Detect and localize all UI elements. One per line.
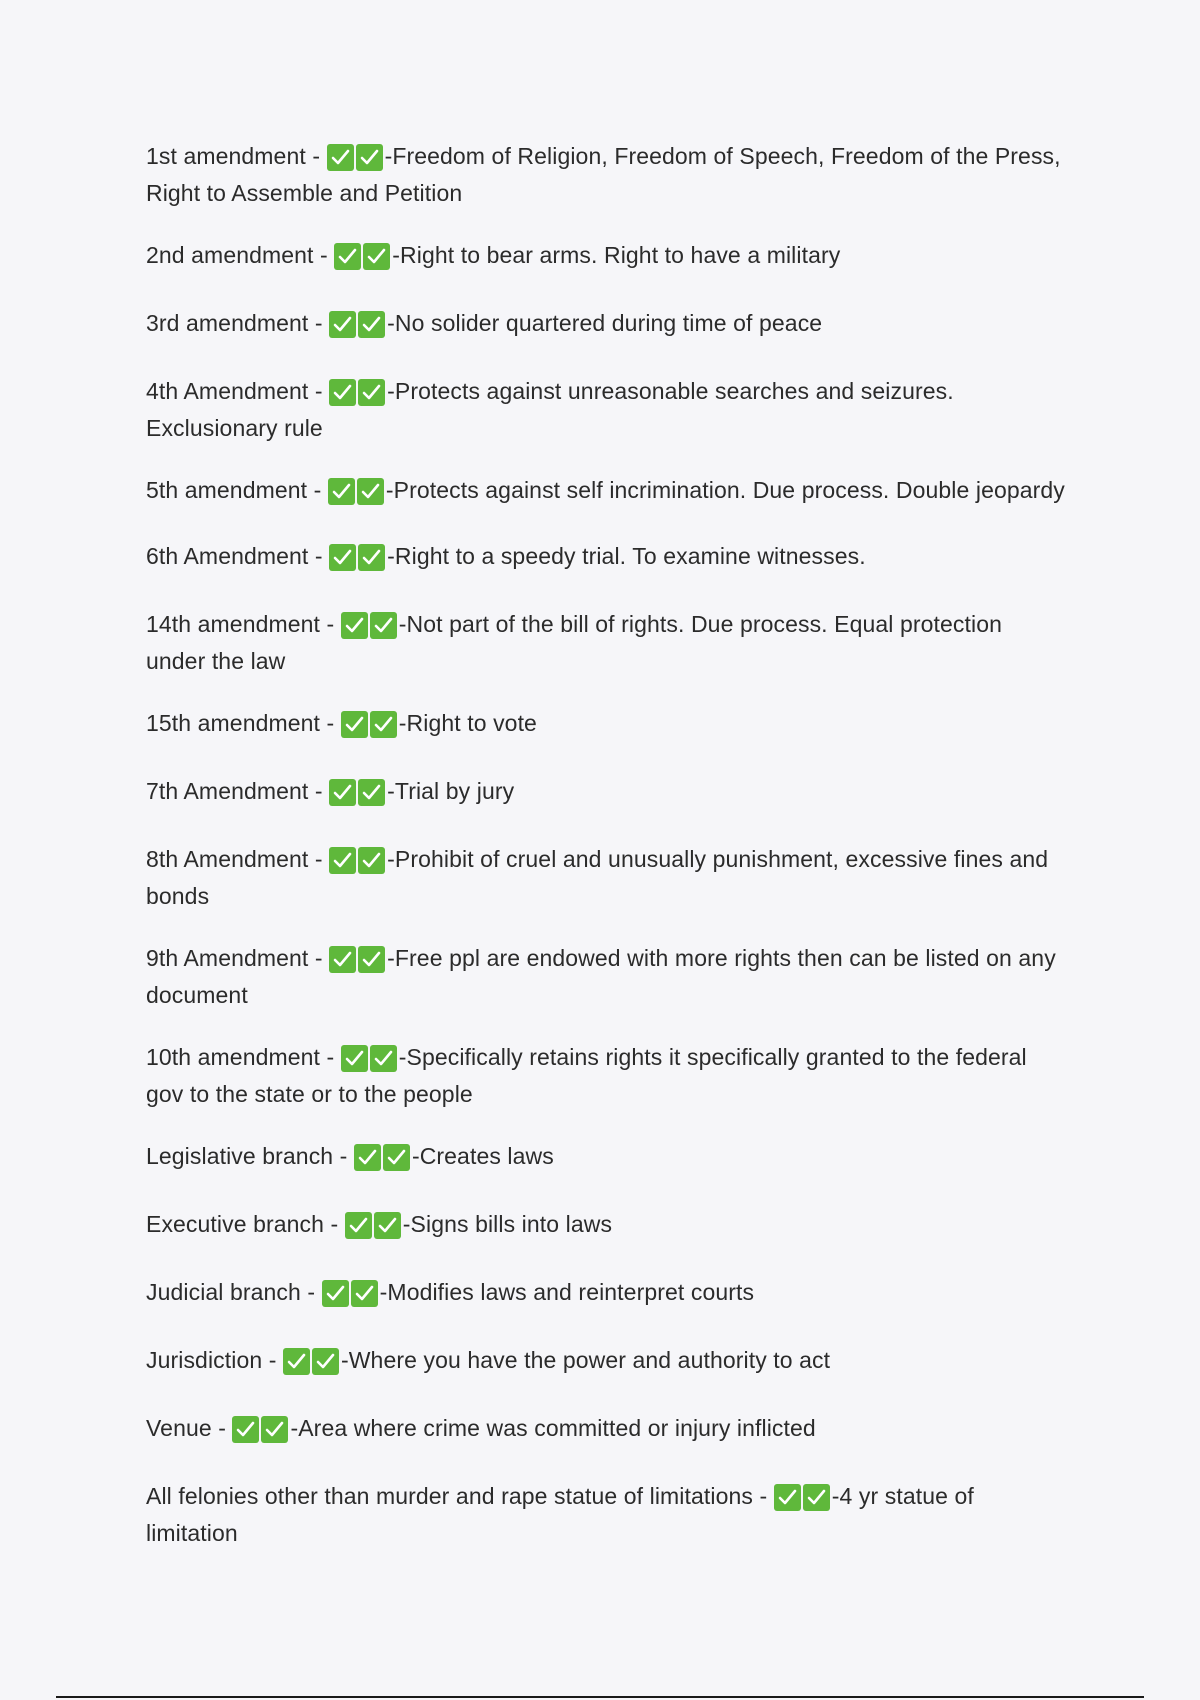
check-mark-icon [334,243,361,270]
check-pair [328,478,386,511]
entry-definition: -Right to a speedy trial. To examine witnesses. [387,543,866,569]
entry-term: 10th amendment - [146,1044,341,1070]
check-mark-icon [774,1484,801,1511]
entry-definition: -4 yr statue of limitation [146,1483,974,1546]
check-mark-icon [370,612,397,639]
list-item [146,239,1066,276]
list-item [146,1412,1066,1449]
check-pair [329,946,387,979]
check-pair [329,779,387,812]
check-mark-icon [358,544,385,571]
list-item [146,775,1066,812]
list-item [146,1480,1066,1550]
check-mark-icon [356,144,383,171]
check-mark-icon [329,779,356,806]
check-mark-icon [354,1144,381,1171]
list-item [146,843,1066,913]
check-mark-icon [312,1348,339,1375]
check-mark-icon [345,1212,372,1239]
check-mark-icon [363,243,390,270]
list-item [146,140,1066,210]
entry-term: Legislative branch - [146,1143,354,1169]
entry-definition: -Modifies laws and reinterpret courts [379,1279,755,1305]
list-item [146,1276,1066,1313]
check-mark-icon [341,612,368,639]
entry-definition: -Not part of the bill of rights. Due process. Equal protection under the law [146,611,1002,674]
entry-term: 14th amendment - [146,611,341,637]
check-pair [354,1144,412,1177]
entry-definition: -Protects against unreasonable searches and seizures. Exclusionary rule [146,378,954,441]
check-mark-icon [351,1280,378,1307]
check-pair [341,1045,399,1078]
list-item [146,608,1066,678]
check-pair [329,847,387,880]
check-mark-icon [327,144,354,171]
check-pair [283,1348,341,1381]
check-mark-icon [358,779,385,806]
check-pair [329,379,387,412]
check-mark-icon [328,478,355,505]
check-mark-icon [370,1045,397,1072]
check-pair [232,1416,290,1449]
entry-definition: -Right to bear arms. Right to have a military [392,242,841,268]
entry-term: 1st amendment - [146,143,327,169]
entry-term: 6th Amendment - [146,543,330,569]
entry-definition: -Signs bills into laws [402,1211,613,1237]
check-mark-icon [383,1144,410,1171]
entry-term: 4th Amendment - [146,378,330,404]
check-mark-icon [232,1416,259,1443]
check-pair [345,1212,403,1245]
entry-definition: -Prohibit of cruel and unusually punishment, excessive fines and bonds [146,846,1049,909]
entry-definition: -Where you have the power and authority to act [340,1347,831,1373]
list-item [146,375,1066,445]
list-item [146,942,1066,1012]
check-pair [327,144,385,177]
check-mark-icon [358,379,385,406]
check-mark-icon [358,946,385,973]
check-mark-icon [283,1348,310,1375]
footer-divider [56,1696,1144,1698]
check-mark-icon [329,544,356,571]
check-mark-icon [341,711,368,738]
check-mark-icon [803,1484,830,1511]
entry-definition: -Creates laws [411,1143,554,1169]
check-mark-icon [358,847,385,874]
flashcard-list [146,140,1066,1579]
entry-definition: -Specifically retains rights it specifically granted to the federal gov to the state or to the people [146,1044,1027,1107]
check-mark-icon [329,311,356,338]
entry-definition: -Protects against self incrimination. Due process. Double jeopardy [385,477,1065,503]
list-item [146,1140,1066,1177]
check-pair [322,1280,380,1313]
check-mark-icon [341,1045,368,1072]
entry-definition: -Area where crime was committed or injury inflicted [290,1415,816,1441]
entry-term: 8th Amendment - [146,846,330,872]
check-pair [329,544,387,577]
check-pair [329,311,387,344]
list-item [146,540,1066,577]
list-item [146,1208,1066,1245]
check-mark-icon [261,1416,288,1443]
entry-term: 7th Amendment - [146,778,330,804]
entry-term: 5th amendment - [146,477,328,503]
list-item [146,474,1066,511]
check-mark-icon [358,311,385,338]
list-item [146,1041,1066,1111]
check-mark-icon [357,478,384,505]
entry-definition: -Free ppl are endowed with more rights then can be listed on any document [146,945,1056,1008]
entry-definition: -Freedom of Religion, Freedom of Speech, Freedom of the Press, Right to Assemble and Petition [146,143,1061,206]
check-pair [341,711,399,744]
check-mark-icon [329,946,356,973]
entry-term: Jurisdiction - [146,1347,283,1373]
entry-term: 2nd amendment - [146,242,335,268]
list-item [146,707,1066,744]
check-mark-icon [329,379,356,406]
entry-term: Judicial branch - [146,1279,322,1305]
entry-term: 15th amendment - [146,710,341,736]
entry-term: 3rd amendment - [146,310,330,336]
entry-term: 9th Amendment - [146,945,330,971]
list-item [146,1344,1066,1381]
entry-term: Executive branch - [146,1211,345,1237]
entry-definition: -Right to vote [398,710,537,736]
check-pair [774,1484,832,1517]
check-mark-icon [329,847,356,874]
check-mark-icon [322,1280,349,1307]
entry-term: All felonies other than murder and rape statue of limitations - [146,1483,774,1509]
check-mark-icon [374,1212,401,1239]
entry-term: Venue - [146,1415,233,1441]
check-mark-icon [370,711,397,738]
list-item [146,307,1066,344]
entry-definition: -Trial by jury [387,778,515,804]
check-pair [334,243,392,276]
check-pair [341,612,399,645]
entry-definition: -No solider quartered during time of peace [387,310,823,336]
